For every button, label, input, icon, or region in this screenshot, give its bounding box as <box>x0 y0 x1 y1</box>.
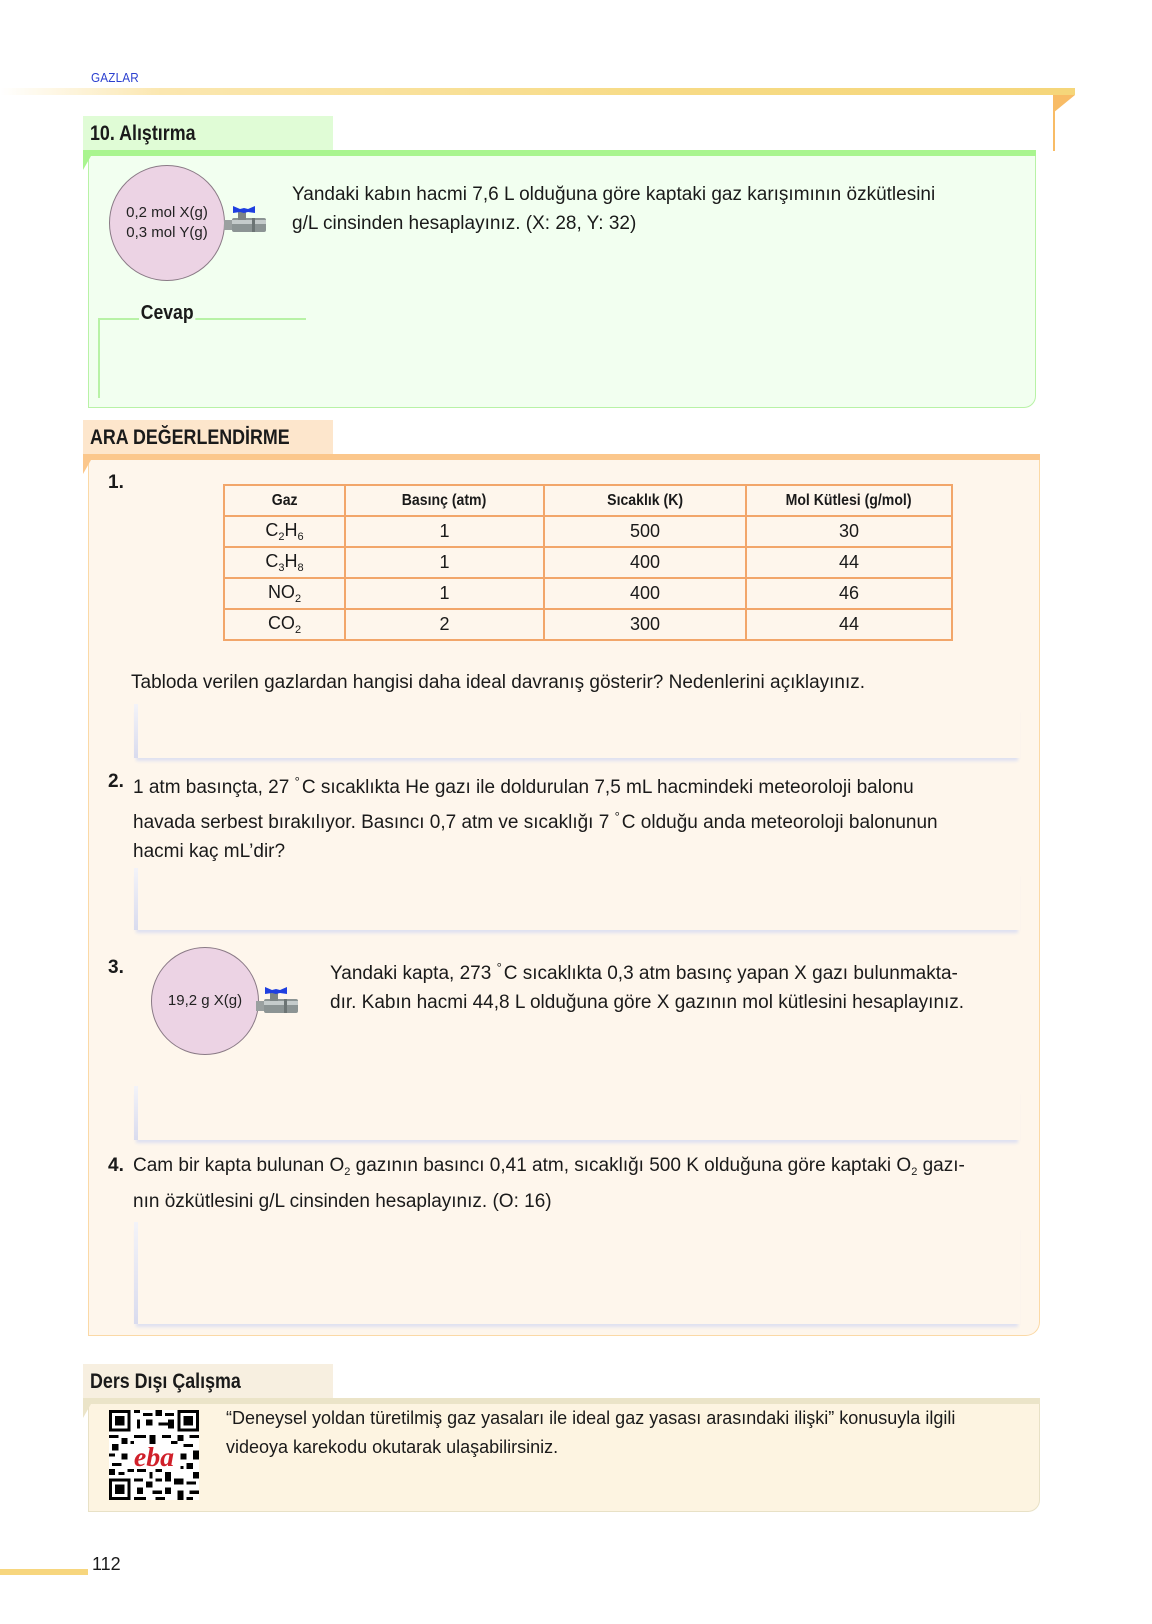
gas-table <box>223 484 953 641</box>
cell-pressure: 2 <box>345 609 544 640</box>
valve-icon <box>256 985 300 1019</box>
valve-icon <box>224 204 268 238</box>
col-header-temperature: Sıcaklık (K) <box>544 485 746 516</box>
cell-pressure: 1 <box>345 547 544 578</box>
cell-temperature: 500 <box>544 516 746 547</box>
cell-temperature: 300 <box>544 609 746 640</box>
cell-temperature: 400 <box>544 547 746 578</box>
question-4-text: Cam bir kapta bulunan $O_2$ gazının basıncı 0,41 atm, sıcaklığı 500 K olduğuna göre kaptaki $O_2$ gazı- nın özkütlesini g/L cinsinden hesaplayınız. (O: 16) <box>133 1155 965 1212</box>
col-header-molar-mass: Mol Kütlesi (g/mol) <box>746 485 952 516</box>
answer-rule-vertical <box>98 318 100 398</box>
answer-box-4[interactable] <box>134 1222 1020 1324</box>
answer-label: Cevap <box>140 302 194 324</box>
evaluation-notch <box>83 460 91 474</box>
col-header-gas: Gaz <box>224 485 345 516</box>
table-row <box>224 547 952 578</box>
corner-decoration <box>1053 95 1075 113</box>
cell-pressure: 1 <box>345 516 544 547</box>
question-1-text: Tabloda verilen gazlardan hangisi daha ideal davranış gösterir? Nedenlerini açıklayınız. <box>131 672 866 693</box>
chapter-title: GAZLAR <box>91 70 139 85</box>
gas-vessel <box>109 165 225 281</box>
exercise-question: Yandaki kabın hacmi 7,6 L olduğuna göre kaptaki gaz karışımının özkütlesini g/L cinsinden hesaplayınız. (X: 28, Y: 32) <box>292 184 936 234</box>
answer-box-1[interactable] <box>134 704 1020 758</box>
svg-text:eba: eba <box>133 1441 175 1473</box>
cell-gas: $C_2H_6$ <box>224 516 345 547</box>
question-4-number: 4. <box>108 1155 124 1176</box>
question-1-number: 1. <box>108 472 124 493</box>
cell-molar-mass: 46 <box>746 578 952 609</box>
answer-box-2[interactable] <box>134 868 1020 930</box>
table-row <box>224 516 952 547</box>
cell-gas: $C_3H_8$ <box>224 547 345 578</box>
answer-area[interactable] <box>102 322 1002 398</box>
extra-study-text: “Deneysel yoldan türetilmiş gaz yasaları ile ideal gaz yasası arasındaki ilişki” konusuyla ilgili videoya karekodu okutarak ulaşabilirsiniz. <box>226 1408 956 1457</box>
table-header-row <box>224 485 952 516</box>
extra-study-notch <box>83 1404 91 1418</box>
cell-molar-mass: 44 <box>746 609 952 640</box>
col-header-pressure: Basınç (atm) <box>345 485 544 516</box>
qr-code-icon[interactable] <box>109 1410 199 1500</box>
cell-gas: $CO_2$ <box>224 609 345 640</box>
vessel-label-y: 0,3 mol Y(g) <box>126 224 208 241</box>
question-2-number: 2. <box>108 771 124 792</box>
answer-box-3[interactable] <box>134 1086 1020 1140</box>
gas-vessel-2: 19,2 g X(g) <box>151 947 259 1055</box>
answer-rule <box>98 318 306 320</box>
header-rule <box>0 88 1075 95</box>
exercise-title: 10. Alıştırma <box>83 116 333 152</box>
page-number: 112 <box>92 1554 121 1574</box>
question-3-number: 3. <box>108 957 124 978</box>
corner-line <box>1053 95 1055 151</box>
exercise-notch <box>83 156 91 170</box>
cell-molar-mass: 30 <box>746 516 952 547</box>
footer-rule <box>0 1569 88 1575</box>
vessel-label-x: 0,2 mol X(g) <box>126 204 208 221</box>
table-row <box>224 609 952 640</box>
cell-molar-mass: 44 <box>746 547 952 578</box>
extra-study-title: Ders Dışı Çalışma <box>83 1364 333 1400</box>
evaluation-title: ARA DEĞERLENDİRME <box>83 420 333 456</box>
cell-temperature: 400 <box>544 578 746 609</box>
table-row <box>224 578 952 609</box>
cell-gas: $NO_2$ <box>224 578 345 609</box>
question-2-text: 1 atm basınçta, 27 ° C sıcaklıkta He gazı ile doldurulan 7,5 mL hacmindeki meteoroloji balonu havada serbest bırakılıyor. Basıncı 0,7 atm ve sıcaklığı 7 ° C olduğu anda meteoroloji balonunun hacmi kaç mL’dir? <box>133 774 938 862</box>
cell-pressure: 1 <box>345 578 544 609</box>
question-3-text: Yandaki kapta, 273 ° C sıcaklıkta 0,3 atm basınç yapan X gazı bulunmakta- dır. Kabın hacmi 44,8 L olduğuna göre X gazının mol kütlesini hesaplayınız. <box>330 960 965 1013</box>
